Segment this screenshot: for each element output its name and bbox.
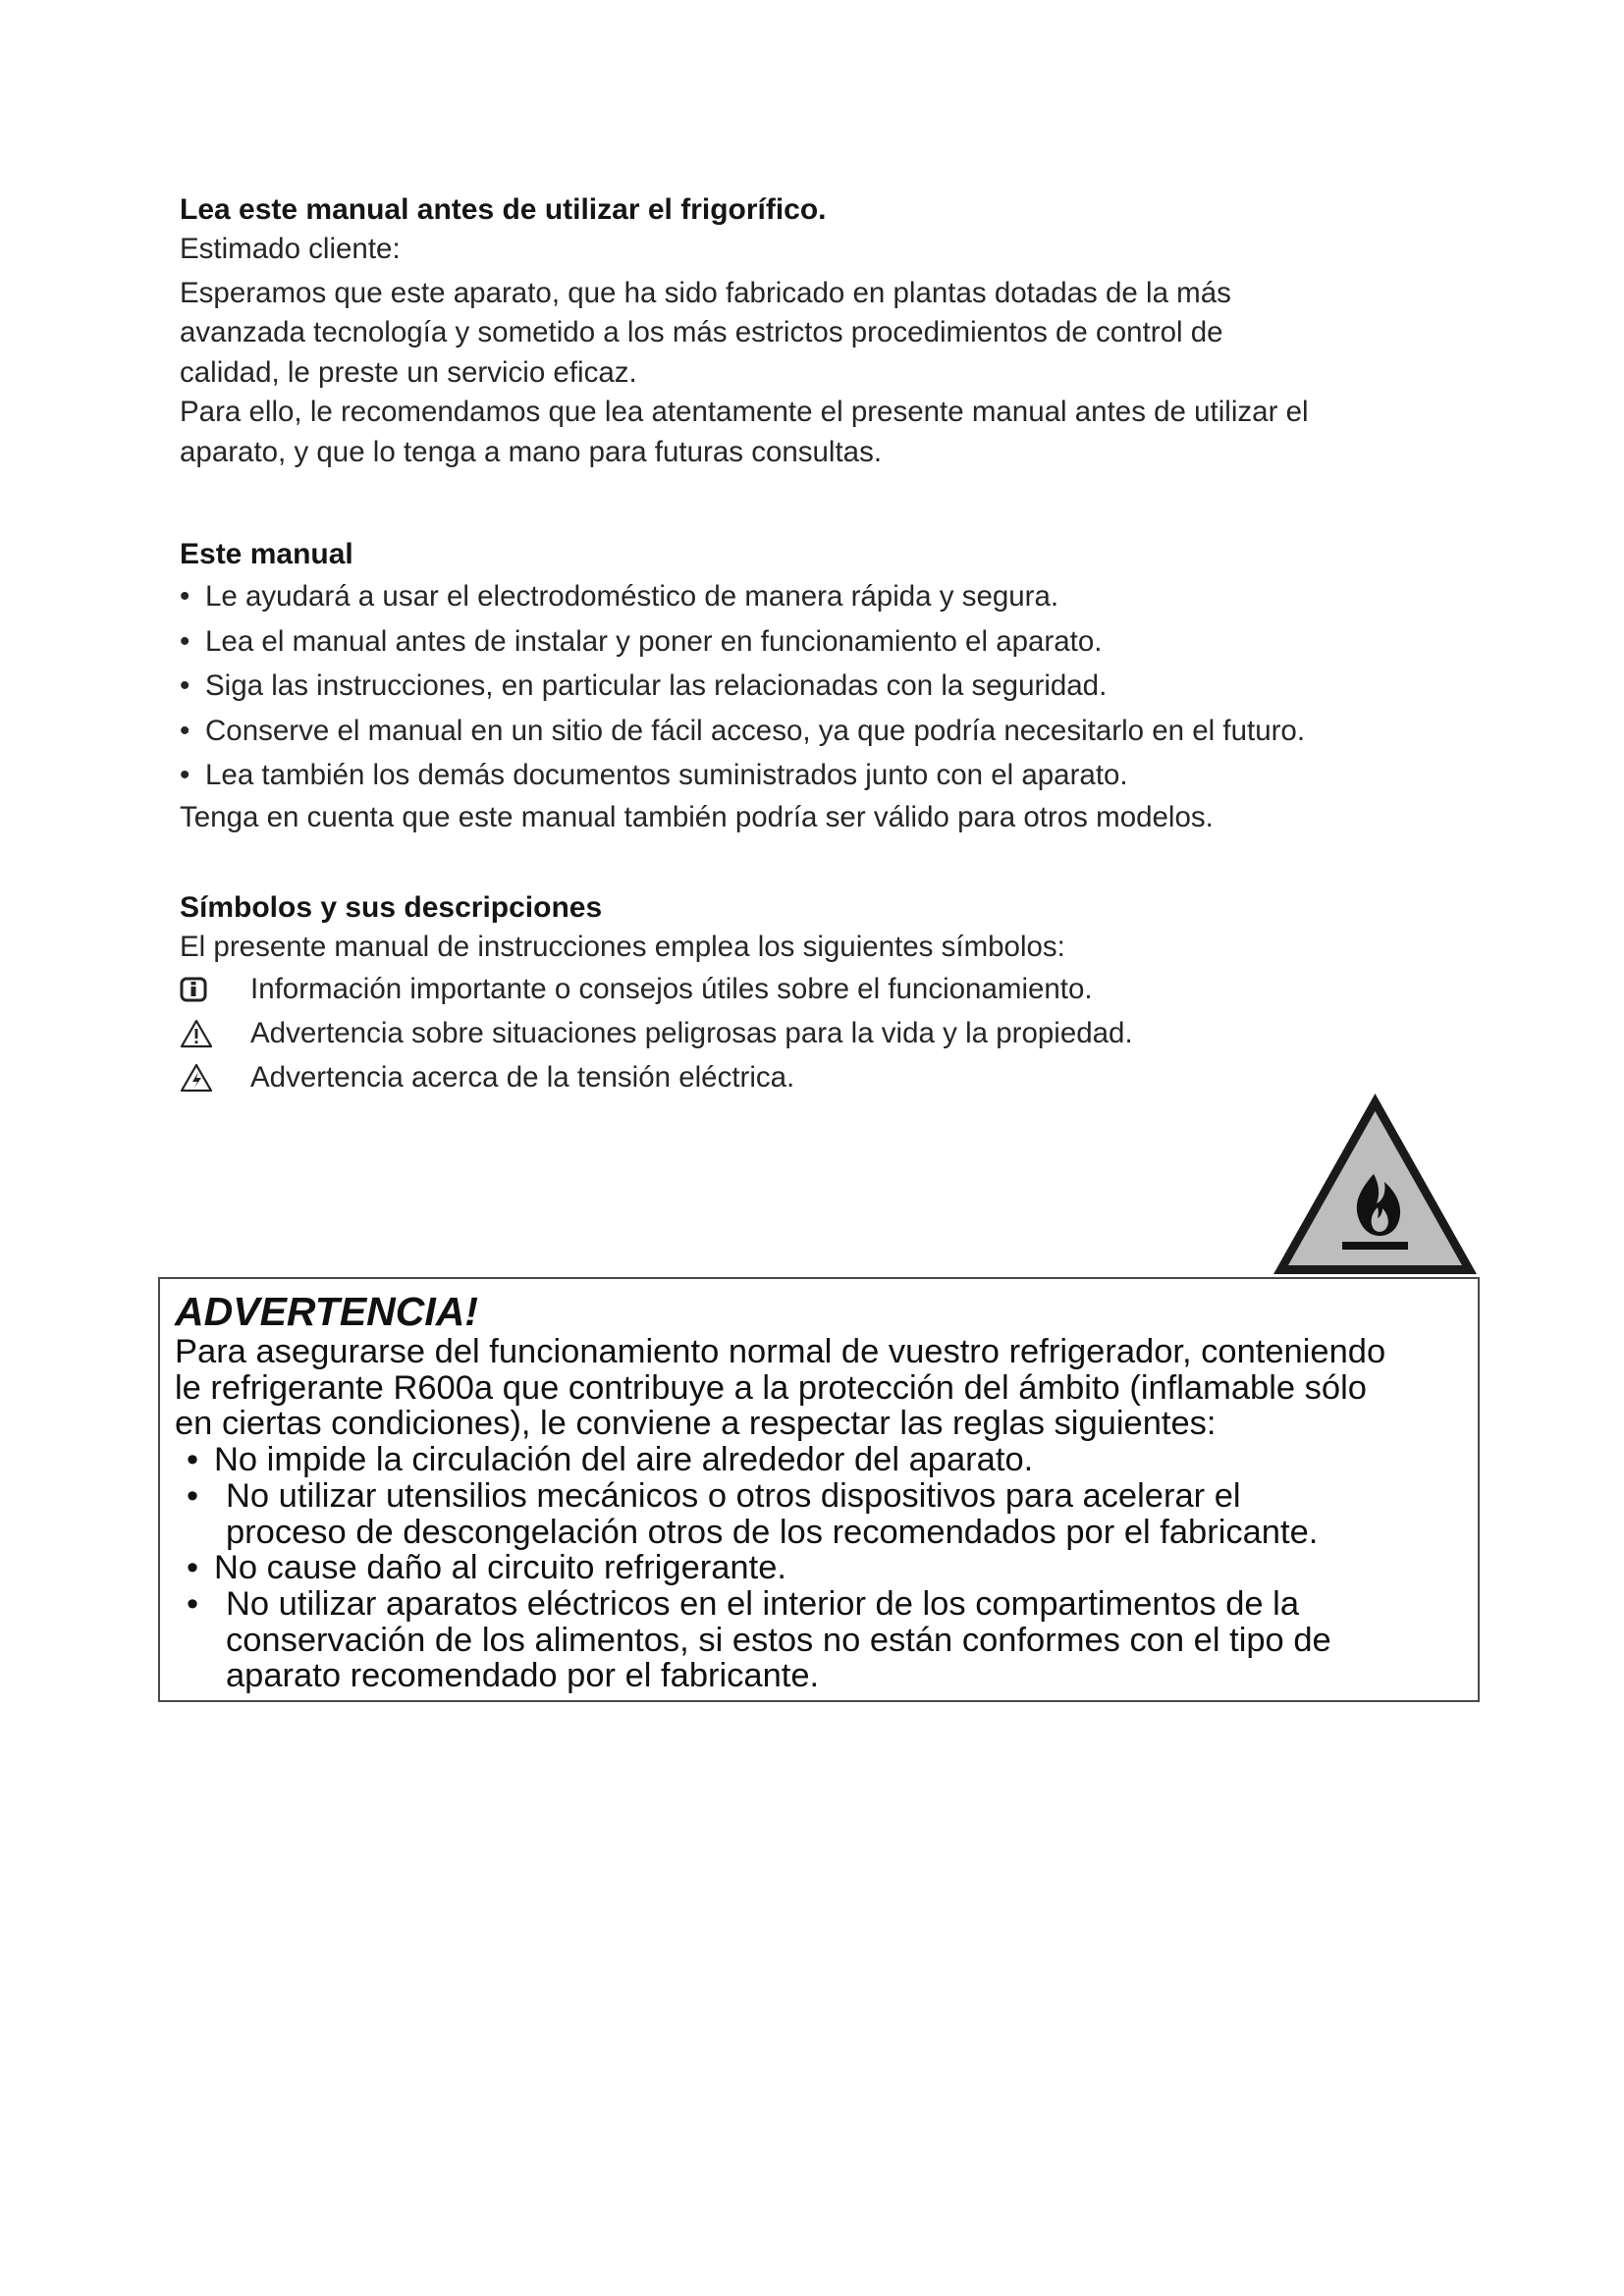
- manual-list-item: • Lea también los demás documentos suministrados junto con el aparato.: [180, 753, 1505, 798]
- bullet-dot: •: [180, 580, 190, 613]
- warning-list-item: • No utilizar aparatos eléctricos en el interior de los compartimentos de la conservación de los alimentos, si estos no están conformes con el tipo de aparato recomendado por el fabricante.: [175, 1586, 1471, 1694]
- warning-body: [175, 1334, 1471, 1694]
- symbol-description: Advertencia sobre situaciones peligrosas para la vida y la propiedad.: [250, 1017, 1133, 1049]
- bullet-dot: •: [187, 1441, 199, 1479]
- bullet-dot: •: [187, 1549, 199, 1587]
- bullet-dot: •: [180, 759, 190, 792]
- warning-intro-line: en ciertas condiciones), le conviene a respectar las reglas siguientes:: [175, 1405, 1217, 1443]
- manual-list-item: • Le ayudará a usar el electrodoméstico de manera rápida y segura.: [180, 574, 1505, 619]
- symbol-row: [180, 968, 1505, 1012]
- intro-para1-line: calidad, le preste un servicio eficaz.: [180, 355, 637, 389]
- manual-heading: Este manual: [180, 538, 353, 570]
- warning-icon: [180, 1016, 250, 1051]
- intro-section: [180, 190, 1456, 472]
- symbol-description: Información importante o consejos útiles sobre el funcionamiento.: [250, 973, 1093, 1005]
- warning-title: ADVERTENCIA!: [175, 1289, 479, 1334]
- bullet-dot: •: [180, 714, 190, 747]
- intro-para1-line: avanzada tecnología y sometido a los más estrictos procedimientos de control de: [180, 316, 1223, 348]
- bullet-dot: •: [180, 624, 190, 658]
- greeting: Estimado cliente:: [180, 233, 401, 265]
- intro-heading: Lea este manual antes de utilizar el frigorífico.: [180, 193, 827, 226]
- manual-note: Tenga en cuenta que este manual también podría ser válido para otros modelos.: [180, 800, 1214, 833]
- symbol-row: [180, 1012, 1505, 1056]
- manual-list-item: • Conserve el manual en un sitio de fácil acceso, ya que podría necesitarlo en el futuro.: [180, 709, 1505, 754]
- intro-para2-line: aparato, y que lo tenga a mano para futuras consultas.: [180, 435, 883, 468]
- symbols-intro: El presente manual de instrucciones emplea los siguientes símbolos:: [180, 931, 1065, 963]
- flammable-warning-icon: [1269, 1088, 1482, 1278]
- manual-list-item: • Siga las instrucciones, en particular las relacionadas con la seguridad.: [180, 664, 1505, 709]
- bullet-dot: •: [187, 1584, 199, 1623]
- symbols-section: [180, 888, 1505, 1100]
- electric-warning-icon: [180, 1060, 250, 1095]
- symbol-description: Advertencia acerca de la tensión eléctrica.: [250, 1061, 795, 1094]
- manual-section: [180, 535, 1505, 837]
- bullet-dot: •: [180, 669, 190, 703]
- warning-intro-line: Para asegurarse del funcionamiento normal de vuestro refrigerador, conteniendo: [175, 1333, 1386, 1370]
- warning-list-item: • No utilizar utensilios mecánicos o otros dispositivos para acelerar el proceso de descongelación otros de los recomendados por el fabricante.: [175, 1478, 1471, 1550]
- warning-list-item: • No impide la circulación del aire alrededor del aparato.: [175, 1442, 1471, 1478]
- warning-list-item: • No cause daño al circuito refrigerante.: [175, 1550, 1471, 1586]
- info-icon: [180, 972, 250, 1007]
- intro-para1-line: Esperamos que este aparato, que ha sido fabricado en plantas dotadas de la más: [180, 276, 1231, 309]
- bullet-dot: •: [187, 1476, 199, 1515]
- warning-box: [158, 1277, 1480, 1702]
- manual-list-item: • Lea el manual antes de instalar y poner en funcionamiento el aparato.: [180, 619, 1505, 665]
- intro-para2-line: Para ello, le recomendamos que lea atentamente el presente manual antes de utilizar el: [180, 396, 1309, 428]
- symbols-heading: Símbolos y sus descripciones: [180, 891, 603, 924]
- warning-intro-line: le refrigerante R600a que contribuye a la protección del ámbito (inflamable sólo: [175, 1368, 1367, 1407]
